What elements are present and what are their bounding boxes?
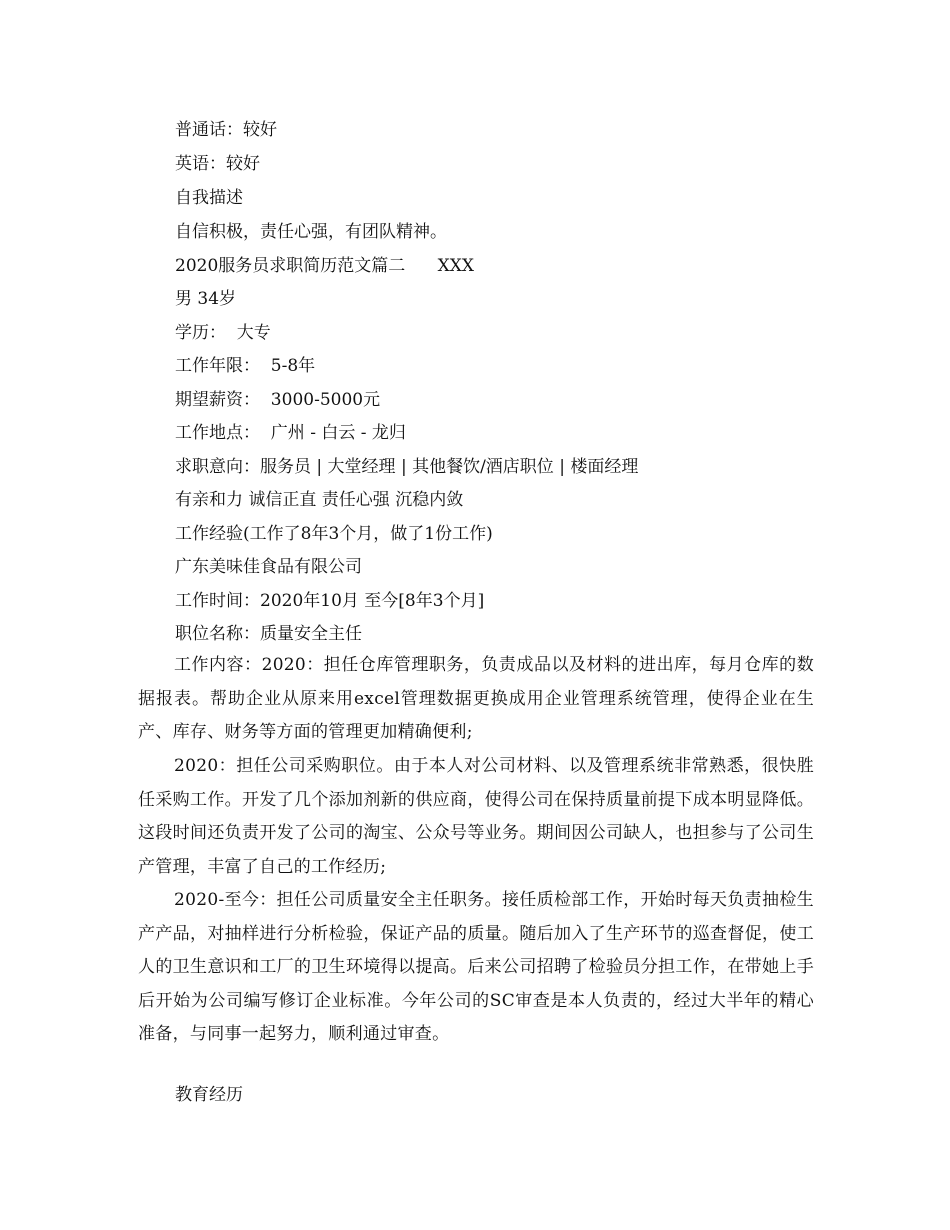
company-name: 广东美味佳食品有限公司	[175, 557, 362, 577]
self-description-text: 自信积极，责任心强，有团队精神。	[175, 222, 447, 242]
mandarin-level: 普通话：较好	[175, 120, 277, 140]
education-history-heading: 教育经历	[175, 1085, 243, 1105]
procurement-paragraph: 2020：担任公司采购职位。由于本人对公司材料、以及管理系统非常熟悉，很快胜任采购工作。开发了几个添加剂新的供应商，使得公司在保持质量前提下成本明显降低。这段时间还负责开发了公司的淘宝、公众号等业务。期间因公司缺人，也担参与了公司生产管理，丰富了自己的工作经历;	[138, 756, 814, 877]
job-intention: 求职意向：服务员 | 大堂经理 | 其他餐饮/酒店职位 | 楼面经理	[175, 457, 639, 477]
work-years: 工作年限： 5-8年	[175, 356, 316, 376]
self-description-heading: 自我描述	[175, 188, 243, 208]
position-title: 职位名称：质量安全主任	[175, 624, 362, 644]
personal-traits: 有亲和力 诚信正直 责任心强 沉稳内敛	[175, 490, 464, 510]
education-level: 学历： 大专	[175, 323, 271, 343]
work-experience-heading: 工作经验(工作了8年3个月，做了1份工作)	[175, 524, 493, 544]
english-level: 英语：较好	[175, 154, 260, 174]
job-content-paragraph: 工作内容：2020：担任仓库管理职务，负责成品以及材料的进出库，每月仓库的数据报表。帮助企业从原来用excel管理数据更换成用企业管理系统管理，使得企业在生产、库存、财务等方面的管理更加精确便利;	[138, 655, 814, 742]
gender-age: 男 34岁	[175, 289, 237, 309]
resume-title: 2020服务员求职简历范文篇二 XXX	[175, 256, 474, 276]
expected-salary: 期望薪资： 3000-5000元	[175, 390, 381, 410]
work-location: 工作地点： 广州 - 白云 - 龙归	[175, 423, 406, 443]
quality-safety-paragraph: 2020-至今：担任公司质量安全主任职务。接任质检部工作，开始时每天负责抽检生产产品，对抽样进行分析检验，保证产品的质量。随后加入了生产环节的巡查督促，使工人的卫生意识和工厂的卫生环境得以提高。后来公司招聘了检验员分担工作，在带她上手后开始为公司编写修订企业标准。今年公司的SC审查是本人负责的，经过大半年的精心准备，与同事一起努力，顺利通过审查。	[138, 890, 814, 1044]
work-time: 工作时间：2020年10月 至今[8年3个月]	[175, 591, 485, 611]
